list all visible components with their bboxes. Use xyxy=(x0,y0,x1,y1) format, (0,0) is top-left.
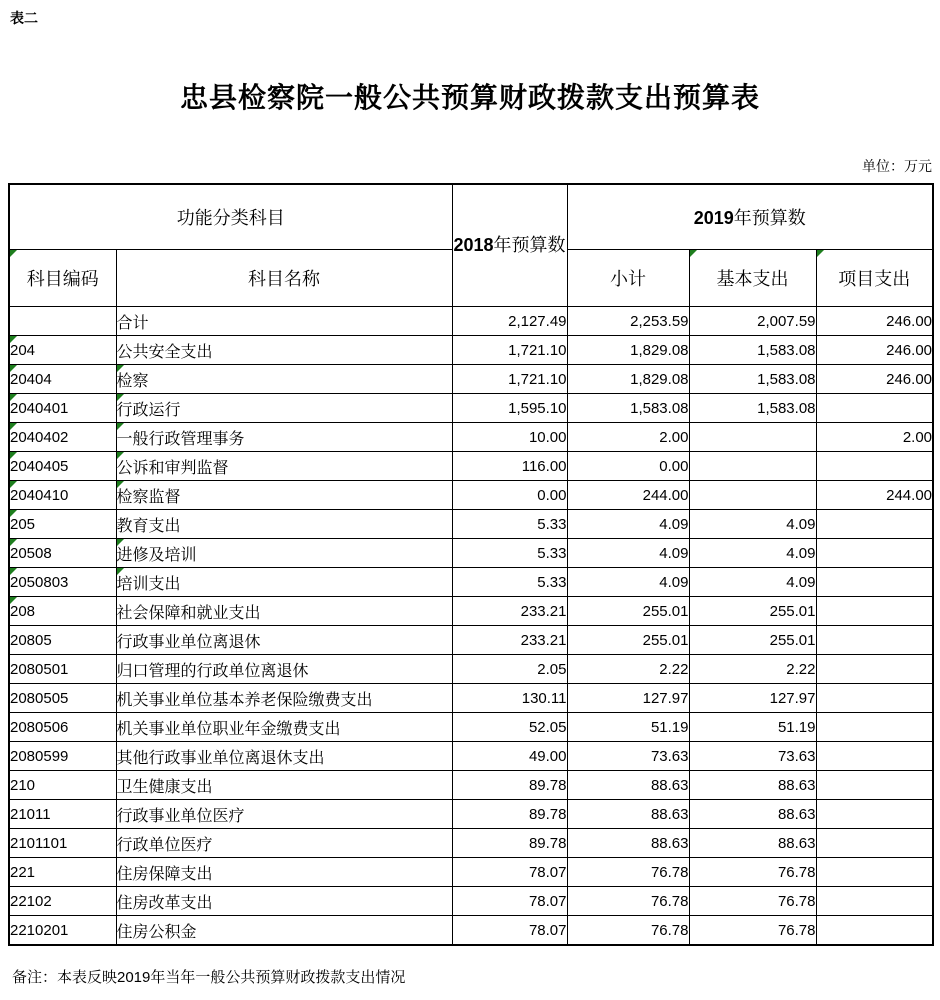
table-row xyxy=(9,481,933,510)
table-row xyxy=(9,742,933,771)
header-2019-suffix: 年预算数 xyxy=(733,208,806,228)
project-expenditure-cell xyxy=(816,539,933,568)
header-subtotal: 小计 xyxy=(567,250,689,307)
header-2018-suffix: 年预算数 xyxy=(493,235,566,255)
subject-code-cell: 2080501 xyxy=(9,655,116,684)
basic-expenditure-cell: 4.09 xyxy=(689,510,816,539)
subject-name-cell: 其他行政事业单位离退休支出 xyxy=(116,742,452,771)
basic-expenditure-cell: 88.63 xyxy=(689,800,816,829)
header-2019-budget xyxy=(567,184,933,250)
subject-name-cell: 住房保障支出 xyxy=(116,858,452,887)
budget-2018-cell: 1,721.10 xyxy=(452,365,567,394)
budget-2018-cell: 1,721.10 xyxy=(452,336,567,365)
basic-expenditure-cell: 88.63 xyxy=(689,771,816,800)
subject-code-cell: 2080506 xyxy=(9,713,116,742)
basic-expenditure-cell: 4.09 xyxy=(689,568,816,597)
budget-2018-cell: 2.05 xyxy=(452,655,567,684)
table-row xyxy=(9,539,933,568)
subtotal-2019-cell: 1,583.08 xyxy=(567,394,689,423)
budget-2018-cell: 5.33 xyxy=(452,539,567,568)
table-row xyxy=(9,771,933,800)
project-expenditure-cell xyxy=(816,887,933,916)
subject-name-cell: 行政运行 xyxy=(116,394,452,423)
budget-2018-cell: 78.07 xyxy=(452,916,567,946)
basic-expenditure-cell: 1,583.08 xyxy=(689,365,816,394)
table-row xyxy=(9,655,933,684)
subject-code-cell: 20508 xyxy=(9,539,116,568)
project-expenditure-cell xyxy=(816,742,933,771)
subtotal-2019-cell: 244.00 xyxy=(567,481,689,510)
project-expenditure-cell xyxy=(816,858,933,887)
subtotal-2019-cell: 255.01 xyxy=(567,597,689,626)
subject-code-cell: 21011 xyxy=(9,800,116,829)
project-expenditure-cell: 246.00 xyxy=(816,307,933,336)
subject-name-cell: 机关事业单位职业年金缴费支出 xyxy=(116,713,452,742)
basic-expenditure-cell: 51.19 xyxy=(689,713,816,742)
budget-table xyxy=(8,183,934,946)
header-2018-budget xyxy=(452,184,567,307)
project-expenditure-cell xyxy=(816,771,933,800)
subject-code-cell: 2040405 xyxy=(9,452,116,481)
budget-2018-cell: 2,127.49 xyxy=(452,307,567,336)
budget-2018-cell: 52.05 xyxy=(452,713,567,742)
basic-expenditure-cell: 88.63 xyxy=(689,829,816,858)
budget-2018-cell: 0.00 xyxy=(452,481,567,510)
subject-name-cell: 机关事业单位基本养老保险缴费支出 xyxy=(116,684,452,713)
subtotal-2019-cell: 2,253.59 xyxy=(567,307,689,336)
subtotal-2019-cell: 255.01 xyxy=(567,626,689,655)
project-expenditure-cell xyxy=(816,568,933,597)
project-expenditure-cell: 246.00 xyxy=(816,336,933,365)
basic-expenditure-cell: 1,583.08 xyxy=(689,336,816,365)
table-row xyxy=(9,568,933,597)
subject-code-cell xyxy=(9,307,116,336)
table-row xyxy=(9,365,933,394)
table-row xyxy=(9,684,933,713)
subtotal-2019-cell: 1,829.08 xyxy=(567,365,689,394)
header-functional-classification xyxy=(9,184,452,250)
subject-code-cell: 210 xyxy=(9,771,116,800)
subtotal-2019-cell: 2.00 xyxy=(567,423,689,452)
project-expenditure-cell xyxy=(816,394,933,423)
table-row xyxy=(9,626,933,655)
basic-expenditure-cell: 4.09 xyxy=(689,539,816,568)
project-expenditure-cell: 2.00 xyxy=(816,423,933,452)
subject-code-cell: 2040410 xyxy=(9,481,116,510)
basic-expenditure-cell: 255.01 xyxy=(689,626,816,655)
subject-code-cell: 2080505 xyxy=(9,684,116,713)
subject-code-cell: 2040401 xyxy=(9,394,116,423)
project-expenditure-cell xyxy=(816,684,933,713)
header-project-expenditure: 项目支出 xyxy=(816,250,933,307)
subtotal-2019-cell: 76.78 xyxy=(567,858,689,887)
project-expenditure-cell xyxy=(816,829,933,858)
table-row xyxy=(9,800,933,829)
project-expenditure-cell xyxy=(816,510,933,539)
subtotal-2019-cell: 51.19 xyxy=(567,713,689,742)
subtotal-2019-cell: 0.00 xyxy=(567,452,689,481)
header-2019-year: 2019 xyxy=(693,208,734,228)
project-expenditure-cell xyxy=(816,916,933,946)
basic-expenditure-cell xyxy=(689,423,816,452)
subtotal-2019-cell: 4.09 xyxy=(567,510,689,539)
project-expenditure-cell xyxy=(816,597,933,626)
header-basic-expenditure: 基本支出 xyxy=(689,250,816,307)
subject-code-cell: 22102 xyxy=(9,887,116,916)
subtotal-2019-cell: 76.78 xyxy=(567,887,689,916)
subject-code-cell: 205 xyxy=(9,510,116,539)
subject-name-cell: 行政事业单位医疗 xyxy=(116,800,452,829)
budget-2018-cell: 89.78 xyxy=(452,771,567,800)
subtotal-2019-cell: 88.63 xyxy=(567,771,689,800)
basic-expenditure-cell xyxy=(689,452,816,481)
project-expenditure-cell xyxy=(816,800,933,829)
table-row xyxy=(9,597,933,626)
subject-name-cell: 进修及培训 xyxy=(116,539,452,568)
subject-name-cell: 住房改革支出 xyxy=(116,887,452,916)
subtotal-2019-cell: 88.63 xyxy=(567,829,689,858)
basic-expenditure-cell: 2,007.59 xyxy=(689,307,816,336)
subject-name-cell: 公诉和审判监督 xyxy=(116,452,452,481)
subject-code-cell: 2080599 xyxy=(9,742,116,771)
subject-name-cell: 行政单位医疗 xyxy=(116,829,452,858)
budget-2018-cell: 130.11 xyxy=(452,684,567,713)
project-expenditure-cell xyxy=(816,626,933,655)
subject-code-cell: 2210201 xyxy=(9,916,116,946)
subject-code-cell: 221 xyxy=(9,858,116,887)
footnote: 备注：本表反映2019年当年一般公共预算财政拨款支出情况 xyxy=(12,969,406,986)
project-expenditure-cell: 246.00 xyxy=(816,365,933,394)
budget-2018-cell: 89.78 xyxy=(452,800,567,829)
basic-expenditure-cell: 127.97 xyxy=(689,684,816,713)
table-row xyxy=(9,452,933,481)
basic-expenditure-cell: 255.01 xyxy=(689,597,816,626)
subtotal-2019-cell: 127.97 xyxy=(567,684,689,713)
subtotal-2019-cell: 73.63 xyxy=(567,742,689,771)
subject-name-cell: 社会保障和就业支出 xyxy=(116,597,452,626)
subtotal-2019-cell: 88.63 xyxy=(567,800,689,829)
budget-2018-cell: 233.21 xyxy=(452,597,567,626)
table-row xyxy=(9,423,933,452)
budget-2018-cell: 5.33 xyxy=(452,510,567,539)
project-expenditure-cell xyxy=(816,452,933,481)
budget-2018-cell: 116.00 xyxy=(452,452,567,481)
budget-2018-cell: 49.00 xyxy=(452,742,567,771)
basic-expenditure-cell: 73.63 xyxy=(689,742,816,771)
budget-2018-cell: 233.21 xyxy=(452,626,567,655)
header-subject-code: 科目编码 xyxy=(9,250,116,307)
budget-2018-cell: 89.78 xyxy=(452,829,567,858)
basic-expenditure-cell xyxy=(689,481,816,510)
subject-name-cell: 住房公积金 xyxy=(116,916,452,946)
subject-name-cell: 行政事业单位离退休 xyxy=(116,626,452,655)
budget-2018-cell: 78.07 xyxy=(452,858,567,887)
table-row xyxy=(9,336,933,365)
project-expenditure-cell xyxy=(816,713,933,742)
subject-code-cell: 20805 xyxy=(9,626,116,655)
basic-expenditure-cell: 76.78 xyxy=(689,916,816,946)
subtotal-2019-cell: 4.09 xyxy=(567,568,689,597)
subject-name-cell: 一般行政管理事务 xyxy=(116,423,452,452)
table-number-label: 表二 xyxy=(10,10,38,26)
table-row xyxy=(9,887,933,916)
subject-name-cell: 培训支出 xyxy=(116,568,452,597)
budget-2018-cell: 78.07 xyxy=(452,887,567,916)
subtotal-2019-cell: 1,829.08 xyxy=(567,336,689,365)
table-row xyxy=(9,829,933,858)
subtotal-2019-cell: 4.09 xyxy=(567,539,689,568)
budget-2018-cell: 10.00 xyxy=(452,423,567,452)
subject-name-cell: 公共安全支出 xyxy=(116,336,452,365)
subject-code-cell: 2040402 xyxy=(9,423,116,452)
header-functional-classification-label: 功能分类科目 xyxy=(176,208,285,228)
table-row xyxy=(9,510,933,539)
project-expenditure-cell xyxy=(816,655,933,684)
subject-name-cell: 检察 xyxy=(116,365,452,394)
basic-expenditure-cell: 1,583.08 xyxy=(689,394,816,423)
subject-code-cell: 208 xyxy=(9,597,116,626)
subject-name-cell: 卫生健康支出 xyxy=(116,771,452,800)
header-subject-name: 科目名称 xyxy=(116,250,452,307)
page-title: 忠县检察院一般公共预算财政拨款支出预算表 xyxy=(179,82,760,113)
subject-code-cell: 204 xyxy=(9,336,116,365)
subject-name-cell: 归口管理的行政单位离退休 xyxy=(116,655,452,684)
unit-label: 单位：万元 xyxy=(862,158,932,174)
table-row xyxy=(9,858,933,887)
basic-expenditure-cell: 76.78 xyxy=(689,858,816,887)
table-row xyxy=(9,713,933,742)
budget-2018-cell: 1,595.10 xyxy=(452,394,567,423)
subject-code-cell: 2101101 xyxy=(9,829,116,858)
basic-expenditure-cell: 2.22 xyxy=(689,655,816,684)
budget-2018-cell: 5.33 xyxy=(452,568,567,597)
basic-expenditure-cell: 76.78 xyxy=(689,887,816,916)
subject-code-cell: 20404 xyxy=(9,365,116,394)
table-row xyxy=(9,307,933,336)
subject-name-cell: 合计 xyxy=(116,307,452,336)
subtotal-2019-cell: 2.22 xyxy=(567,655,689,684)
table-row xyxy=(9,916,933,946)
project-expenditure-cell: 244.00 xyxy=(816,481,933,510)
header-2018-year: 2018 xyxy=(453,235,494,255)
subject-code-cell: 2050803 xyxy=(9,568,116,597)
subject-name-cell: 检察监督 xyxy=(116,481,452,510)
subject-name-cell: 教育支出 xyxy=(116,510,452,539)
table-row xyxy=(9,394,933,423)
subtotal-2019-cell: 76.78 xyxy=(567,916,689,946)
